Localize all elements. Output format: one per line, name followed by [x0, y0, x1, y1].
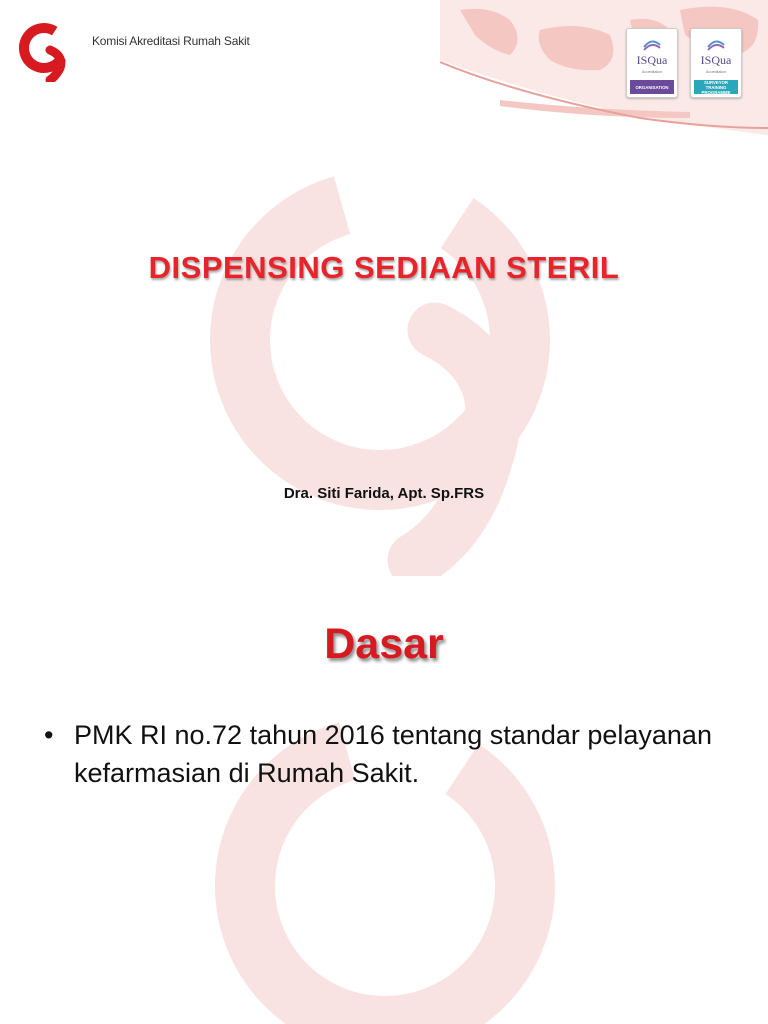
badge-band-label: SURVEYOR TRAINING PROGRAMME [694, 80, 738, 94]
bullet-text: PMK RI no.72 tahun 2016 tentang standar pelayanan kefarmasian di Rumah Sakit. [74, 720, 712, 788]
author-name: Dra. Siti Farida, Apt. Sp.FRS [283, 485, 485, 502]
kars-watermark-logo [185, 140, 595, 576]
slide-heading: Dasar [324, 620, 444, 668]
bullet-dot-icon: • [44, 720, 54, 750]
badge-subtitle: Accreditation [641, 70, 663, 74]
badge-band-label: ORGANISATION [630, 80, 674, 94]
isqua-organisation-badge [626, 28, 678, 98]
isqua-wave-icon [706, 35, 726, 53]
isqua-surveyor-badge [690, 28, 742, 98]
bullet-item [44, 716, 724, 792]
content-slide [0, 576, 768, 1024]
badge-brand: ISQua [700, 53, 732, 67]
presentation-title: DISPENSING SEDIAAN STERIL [148, 250, 620, 285]
organization-name: Komisi Akreditasi Rumah Sakit [92, 34, 250, 48]
isqua-wave-icon [642, 35, 662, 53]
badge-brand: ISQua [636, 53, 668, 67]
badge-subtitle: Accreditation [705, 70, 727, 74]
kars-logo-icon [14, 18, 78, 82]
